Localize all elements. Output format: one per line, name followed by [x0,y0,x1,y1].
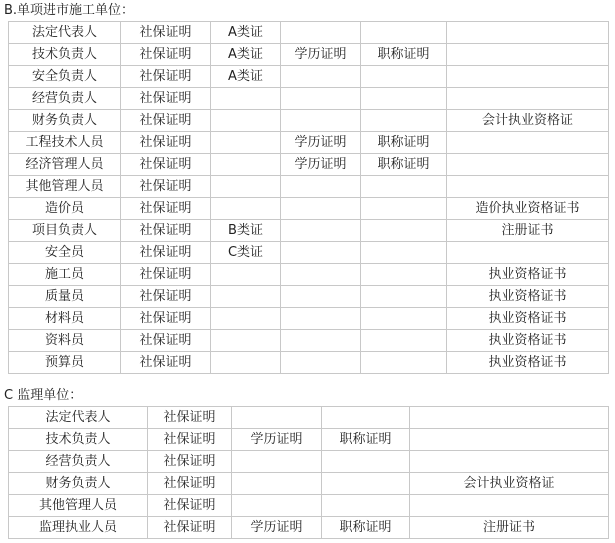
requirement-cell: A类证 [211,22,281,44]
requirement-cell [281,88,361,110]
requirement-cell: 职称证明 [322,429,410,451]
requirement-cell [361,352,447,374]
requirement-cell [232,407,322,429]
requirement-cell [211,264,281,286]
requirement-cell [322,407,410,429]
requirement-cell: 社保证明 [148,495,232,517]
requirement-cell [281,242,361,264]
table-row [9,66,609,88]
requirement-cell [211,352,281,374]
role-cell: 其他管理人员 [9,495,148,517]
requirement-cell [281,286,361,308]
requirement-cell: 造价执业资格证书 [447,198,609,220]
requirement-cell [211,176,281,198]
requirement-cell: 学历证明 [281,44,361,66]
requirement-cell [410,429,609,451]
requirement-cell [361,88,447,110]
role-cell: 预算员 [9,352,121,374]
requirement-cell [211,88,281,110]
requirement-cell: 社保证明 [148,473,232,495]
requirement-cell [447,176,609,198]
requirement-cell [281,264,361,286]
table-row [9,22,609,44]
requirement-cell [281,22,361,44]
requirement-cell [447,132,609,154]
role-cell: 经营负责人 [9,451,148,473]
requirement-cell: 学历证明 [232,429,322,451]
requirement-cell: C类证 [211,242,281,264]
requirement-cell: 社保证明 [121,286,211,308]
requirement-cell [322,495,410,517]
requirement-cell: A类证 [211,44,281,66]
requirement-cell: 社保证明 [148,517,232,539]
role-cell: 经营负责人 [9,88,121,110]
section-b-table [8,21,609,374]
requirement-cell: 社保证明 [121,22,211,44]
requirement-cell [281,110,361,132]
requirement-cell [447,88,609,110]
table-row [9,286,609,308]
table-row [9,451,609,473]
requirement-cell: 执业资格证书 [447,352,609,374]
table-row [9,308,609,330]
requirement-cell: 职称证明 [322,517,410,539]
requirement-cell [410,451,609,473]
role-cell: 财务负责人 [9,473,148,495]
table-row [9,44,609,66]
table-row [9,242,609,264]
role-cell: 工程技术人员 [9,132,121,154]
requirement-cell: 社保证明 [121,88,211,110]
requirement-cell: 执业资格证书 [447,308,609,330]
role-cell: 法定代表人 [9,22,121,44]
requirement-cell: 社保证明 [121,330,211,352]
requirement-cell [361,22,447,44]
table-row [9,110,609,132]
requirement-cell: 学历证明 [281,154,361,176]
role-cell: 财务负责人 [9,110,121,132]
role-cell: 监理执业人员 [9,517,148,539]
requirement-cell [447,154,609,176]
requirement-cell: 注册证书 [447,220,609,242]
table-row [9,154,609,176]
role-cell: 经济管理人员 [9,154,121,176]
requirement-cell [361,242,447,264]
requirement-cell [447,44,609,66]
table-row [9,264,609,286]
requirement-cell [232,495,322,517]
requirement-cell [361,220,447,242]
section-c-table [8,406,609,539]
table-row [9,517,609,539]
requirement-cell [232,473,322,495]
requirement-cell [281,352,361,374]
table-row [9,352,609,374]
requirement-cell [447,66,609,88]
requirement-cell: 社保证明 [148,407,232,429]
requirement-cell: 执业资格证书 [447,286,609,308]
requirement-cell: 职称证明 [361,132,447,154]
role-cell: 施工员 [9,264,121,286]
requirement-cell [211,308,281,330]
role-cell: 其他管理人员 [9,176,121,198]
table-row [9,88,609,110]
role-cell: 资料员 [9,330,121,352]
table-row [9,176,609,198]
table-row [9,473,609,495]
requirement-cell [281,330,361,352]
requirement-cell [410,407,609,429]
requirement-cell [447,242,609,264]
role-cell: 法定代表人 [9,407,148,429]
requirement-cell [361,198,447,220]
requirement-cell: 注册证书 [410,517,609,539]
role-cell: 技术负责人 [9,429,148,451]
requirement-cell: B类证 [211,220,281,242]
requirement-cell [322,451,410,473]
requirement-cell: 职称证明 [361,44,447,66]
table-row [9,495,609,517]
requirement-cell: 会计执业资格证 [447,110,609,132]
requirement-cell [232,451,322,473]
requirement-cell: 社保证明 [148,451,232,473]
table-row [9,220,609,242]
requirement-cell: 执业资格证书 [447,264,609,286]
requirement-cell [361,308,447,330]
section-b-heading: B.单项进市施工单位： [4,3,135,18]
requirement-cell [211,154,281,176]
table-row [9,330,609,352]
table-row [9,132,609,154]
requirement-cell [211,286,281,308]
role-cell: 材料员 [9,308,121,330]
requirement-cell: 社保证明 [121,220,211,242]
requirement-cell: 会计执业资格证 [410,473,609,495]
requirement-cell: A类证 [211,66,281,88]
requirement-cell [281,308,361,330]
table-row [9,407,609,429]
requirement-cell [361,264,447,286]
table-row [9,198,609,220]
requirement-cell: 社保证明 [121,132,211,154]
role-cell: 安全负责人 [9,66,121,88]
role-cell: 安全员 [9,242,121,264]
requirement-cell: 社保证明 [121,66,211,88]
requirement-cell: 社保证明 [121,264,211,286]
requirement-cell: 社保证明 [121,242,211,264]
requirement-cell: 职称证明 [361,154,447,176]
requirement-cell [281,176,361,198]
requirement-cell [410,495,609,517]
requirement-cell [211,110,281,132]
requirement-cell: 社保证明 [121,110,211,132]
requirement-cell: 学历证明 [281,132,361,154]
requirement-cell [281,198,361,220]
requirement-cell [322,473,410,495]
requirement-cell [447,22,609,44]
requirement-cell [361,286,447,308]
role-cell: 项目负责人 [9,220,121,242]
requirement-cell: 社保证明 [121,154,211,176]
requirement-cell [211,132,281,154]
requirement-cell [361,176,447,198]
requirement-cell: 社保证明 [121,308,211,330]
requirement-cell: 社保证明 [121,176,211,198]
role-cell: 技术负责人 [9,44,121,66]
requirement-cell [211,330,281,352]
requirement-cell: 社保证明 [148,429,232,451]
requirement-cell: 社保证明 [121,198,211,220]
section-c-heading: C 监理单位： [4,388,83,403]
requirement-cell [361,330,447,352]
requirement-cell [281,66,361,88]
role-cell: 质量员 [9,286,121,308]
requirement-cell [361,66,447,88]
requirement-cell [211,198,281,220]
requirement-cell [361,110,447,132]
requirement-cell: 社保证明 [121,352,211,374]
requirement-cell [281,220,361,242]
requirement-cell: 社保证明 [121,44,211,66]
role-cell: 造价员 [9,198,121,220]
requirement-cell: 学历证明 [232,517,322,539]
requirement-cell: 执业资格证书 [447,330,609,352]
table-row [9,429,609,451]
